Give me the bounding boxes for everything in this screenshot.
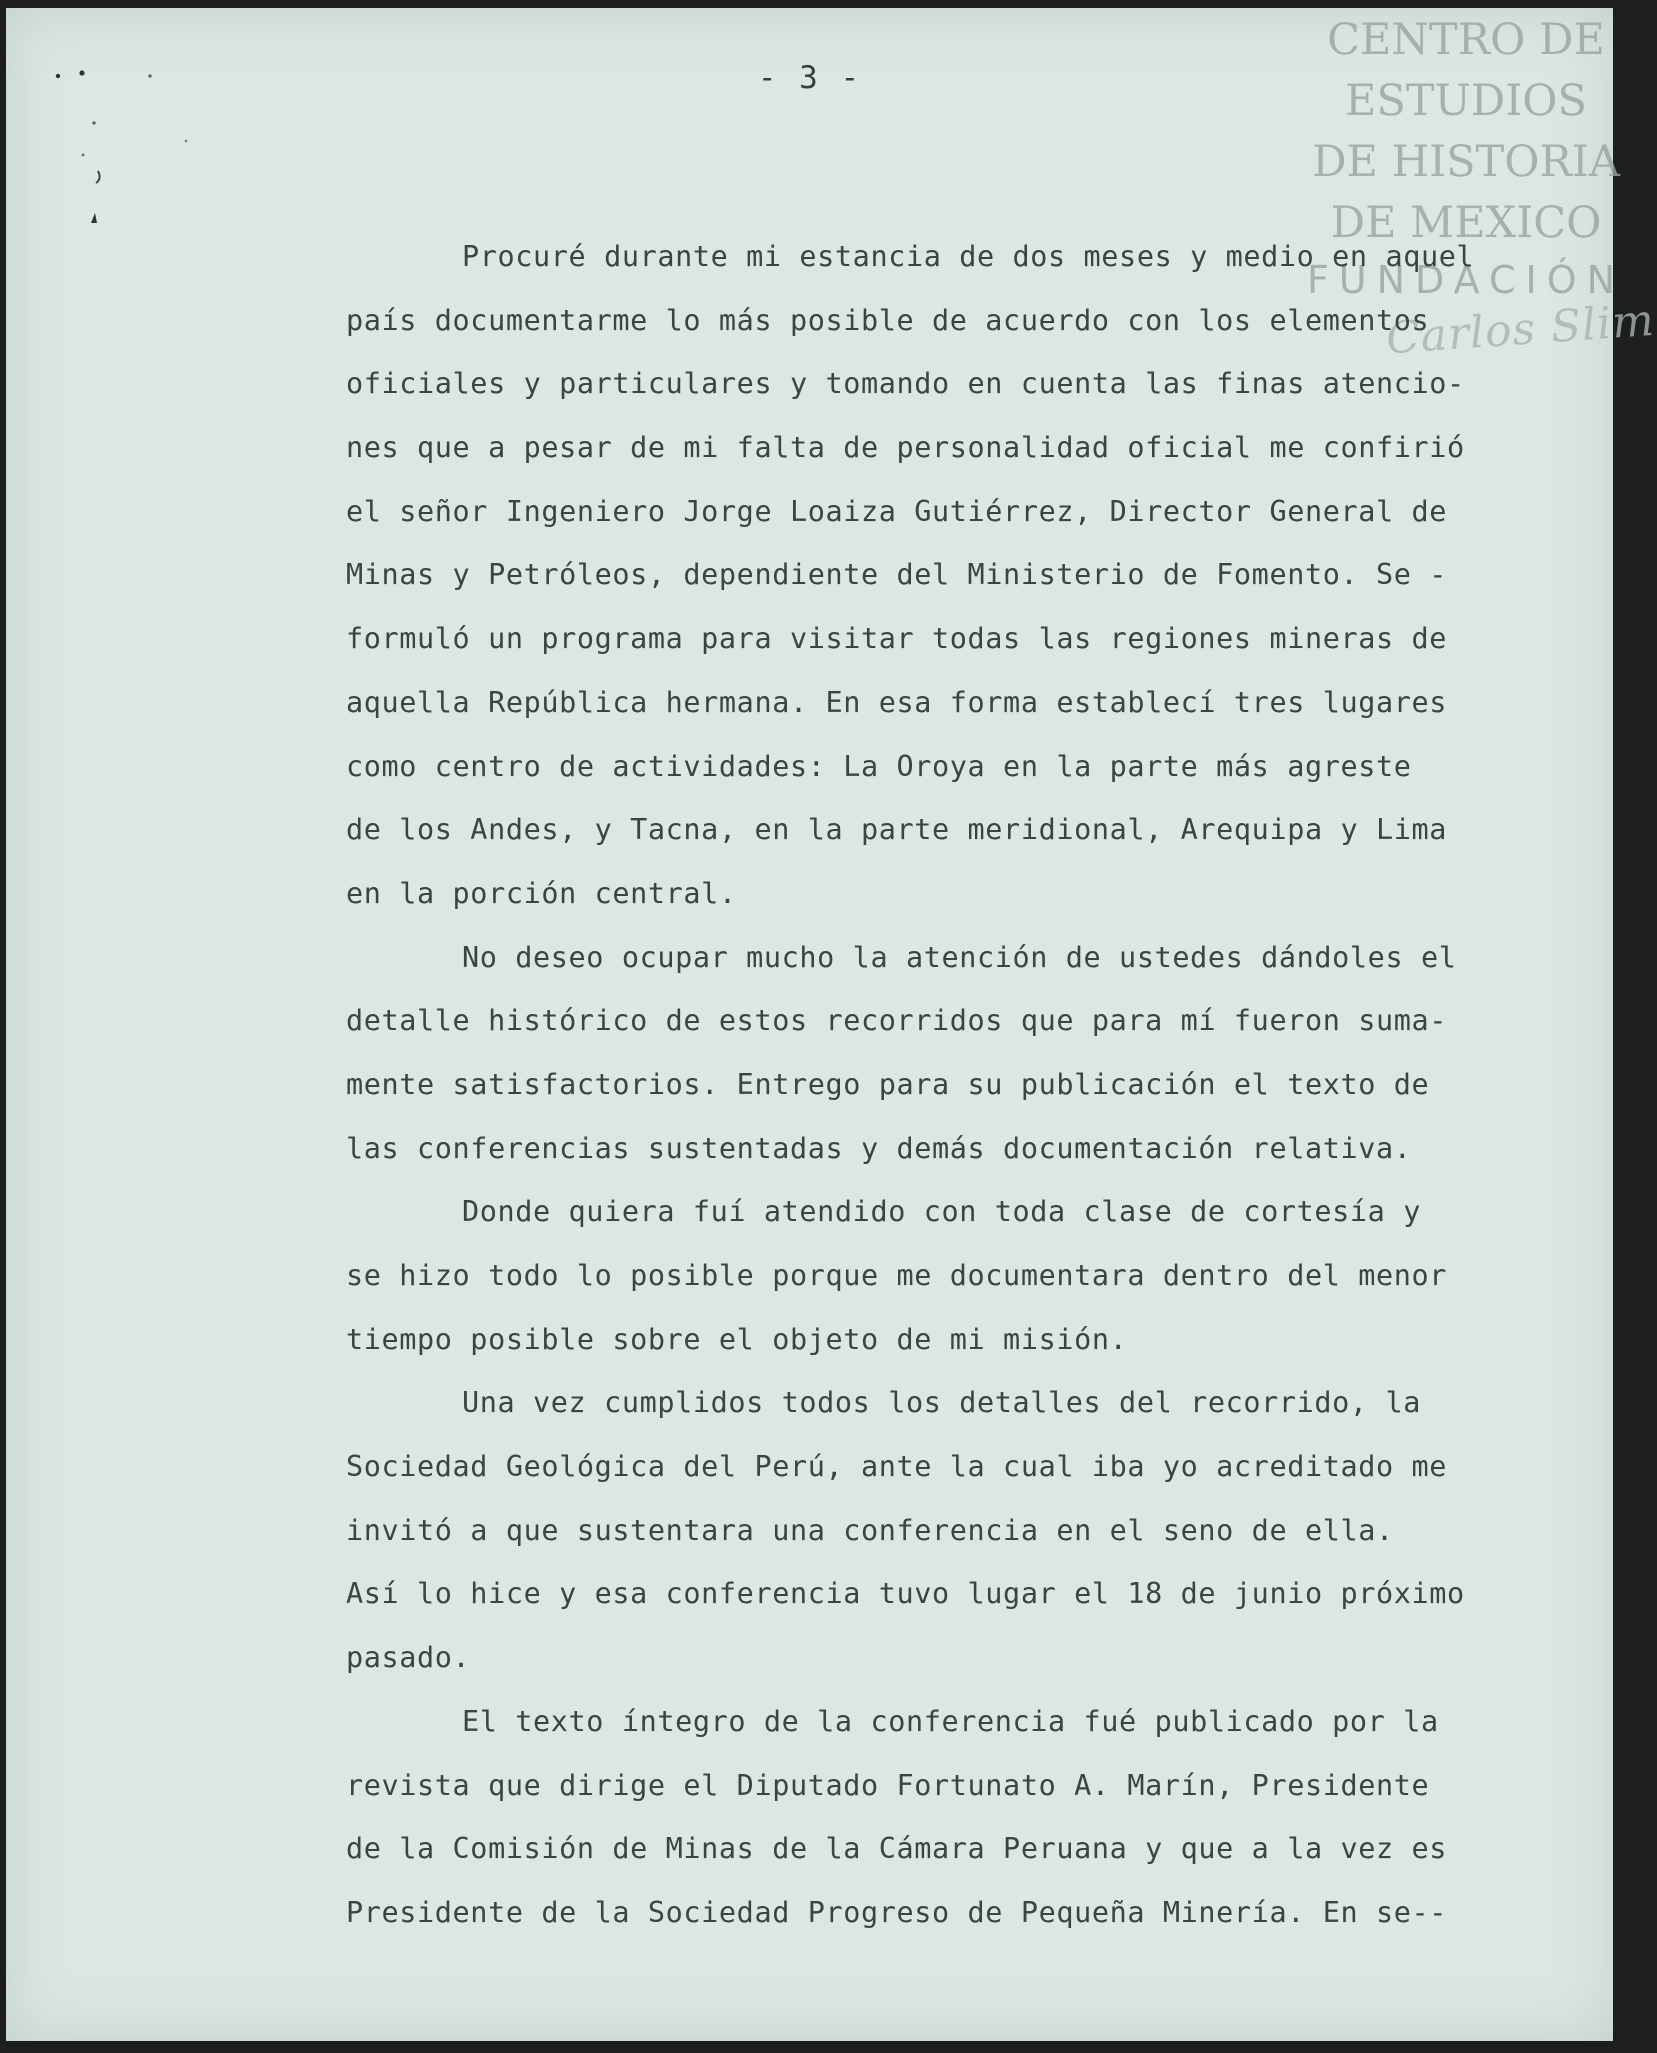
stamp-line: ESTUDIOS	[1345, 76, 1587, 126]
text-line: mente satisfactorios. Entrego para su publicación el texto de	[346, 1067, 1430, 1101]
text-line: las conferencias sustentadas y demás documentación relativa.	[346, 1131, 1412, 1165]
text-line: formuló un programa para visitar todas las regiones mineras de	[346, 622, 1448, 656]
page-number: - 3 -	[757, 60, 862, 96]
stamp-line: DE HISTORIA	[1312, 137, 1620, 187]
text-line: Minas y Petróleos, dependiente del Ministerio de Fomento. Se -	[346, 558, 1448, 592]
text-line: se hizo todo lo posible porque me documentara dentro del menor	[346, 1259, 1448, 1292]
text-line: nes que a pesar de mi falta de personalidad oficial me confirió	[346, 431, 1465, 465]
document-page	[6, 8, 1657, 2041]
stamp-fundacion: FUNDACIÓN	[1306, 258, 1626, 302]
text-line: Una vez cumplidos todos los detalles del recorrido, la	[462, 1386, 1421, 1420]
text-line: Donde quiera fuí atendido con toda clase de cortesía y	[462, 1195, 1421, 1229]
text-line: de los Andes, y Tacna, en la parte meridional, Arequipa y Lima	[346, 813, 1448, 847]
text-line: revista que dirige el Diputado Fortunato A. Marín, Presidente	[346, 1768, 1430, 1802]
text-line: oficiales y particulares y tomando en cuenta las finas atencio-	[346, 367, 1465, 401]
text-line: el señor Ingeniero Jorge Loaiza Gutiérrez, Director General de	[346, 494, 1448, 528]
text-line: en la porción central.	[346, 876, 737, 910]
stamp-signature: Carlos Slim	[1384, 294, 1657, 365]
text-line: Sociedad Geológica del Perú, ante la cual iba yo acreditado me	[346, 1450, 1448, 1484]
body-text	[346, 225, 1586, 1945]
text-line: invitó a que sustentara una conferencia en el seno de ella.	[346, 1513, 1394, 1547]
text-line: Procuré durante mi estancia de dos meses y medio en aquel	[462, 240, 1475, 273]
stamp-line: CENTRO DE	[1327, 15, 1605, 65]
text-line: país documentarme lo más posible de acuerdo con los elementos	[346, 303, 1430, 337]
text-line: Presidente de la Sociedad Progreso de Pequeña Minería. En se--	[346, 1895, 1448, 1929]
text-line: El texto íntegro de la conferencia fué publicado por la	[462, 1704, 1439, 1738]
text-line: aquella República hermana. En esa forma establecí tres lugares	[346, 685, 1448, 719]
text-line: de la Comisión de Minas de la Cámara Peruana y que a la vez es	[346, 1832, 1448, 1866]
text-line: Así lo hice y esa conferencia tuvo lugar el 18 de junio próximo	[346, 1577, 1465, 1611]
text-line: No deseo ocupar mucho la atención de ustedes dándoles el	[462, 940, 1457, 974]
text-line: pasado.	[346, 1641, 471, 1675]
text-line: detalle histórico de estos recorridos que para mí fueron suma-	[346, 1004, 1448, 1038]
stamp-line: DE MEXICO	[1330, 198, 1602, 248]
text-line: como centro de actividades: La Oroya en la parte más agreste	[346, 749, 1412, 783]
text-line: tiempo posible sobre el objeto de mi misión.	[346, 1322, 1128, 1356]
